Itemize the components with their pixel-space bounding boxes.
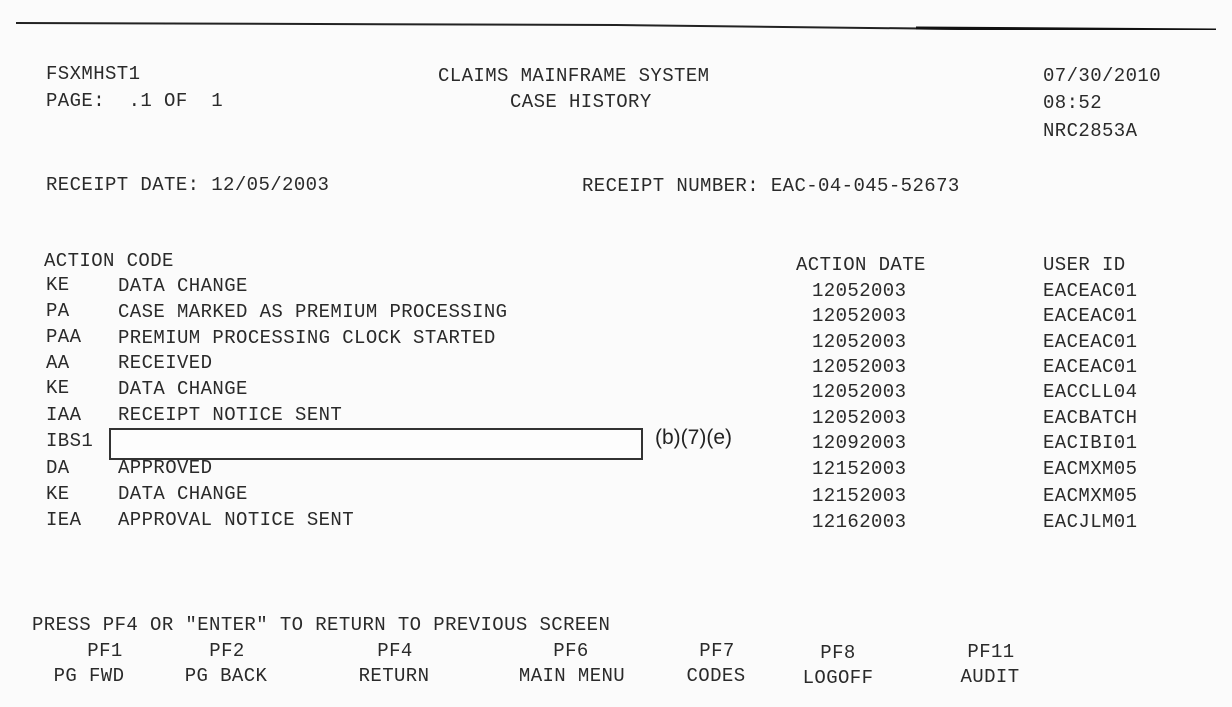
row-user: EACMXM05 <box>1043 485 1138 507</box>
row-user: EACEAC01 <box>1043 280 1138 302</box>
row-user: EACJLM01 <box>1043 511 1138 533</box>
system-title: CLAIMS MAINFRAME SYSTEM <box>438 65 710 87</box>
page-total: 1 <box>211 90 224 112</box>
pg-fwd-action[interactable]: PG FWD <box>53 665 125 687</box>
row-description: RECEIPT NOTICE SENT <box>118 404 343 426</box>
pf2-key-label[interactable]: PF2 <box>209 640 245 662</box>
row-code: KE <box>46 377 70 399</box>
receipt-number-value: EAC-04-045-52673 <box>770 175 960 197</box>
row-code: DA <box>46 457 70 479</box>
receipt-number <box>582 175 960 197</box>
pf6-key-label[interactable]: PF6 <box>553 640 589 662</box>
page-label: PAGE: <box>46 90 106 112</box>
page-current: .1 <box>128 90 153 112</box>
pf8-key-label[interactable]: PF8 <box>820 642 856 664</box>
row-code: IAA <box>46 404 82 426</box>
header-time: 08:52 <box>1043 92 1103 114</box>
logoff-action[interactable]: LOGOFF <box>802 667 874 689</box>
row-date: 12052003 <box>812 305 907 327</box>
row-description: DATA CHANGE <box>118 378 248 400</box>
row-description: PREMIUM PROCESSING CLOCK STARTED <box>118 327 496 349</box>
row-code: KE <box>46 483 70 505</box>
row-date: 12162003 <box>812 511 907 533</box>
pf11-key-label[interactable]: PF11 <box>967 641 1015 663</box>
pg-back-action[interactable]: PG BACK <box>184 665 268 687</box>
main-menu-action[interactable]: MAIN MENU <box>518 665 626 687</box>
row-date: 12052003 <box>812 331 907 353</box>
row-date: 12052003 <box>812 280 907 302</box>
action-date-header: ACTION DATE <box>796 254 926 276</box>
screen-title: CASE HISTORY <box>510 91 652 113</box>
row-user: EACIBI01 <box>1043 432 1138 454</box>
row-code: KE <box>46 274 70 296</box>
redaction-box <box>109 428 643 460</box>
receipt-date <box>46 174 329 196</box>
terminal-id: NRC2853A <box>1043 120 1138 142</box>
pf1-key-label[interactable]: PF1 <box>87 640 123 662</box>
row-code: AA <box>46 352 70 374</box>
top-divider-line <box>16 18 1216 30</box>
row-description: DATA CHANGE <box>118 483 248 505</box>
row-description: APPROVED <box>118 457 213 479</box>
receipt-date-value: 12/05/2003 <box>211 174 330 196</box>
pf4-key-label[interactable]: PF4 <box>377 640 413 662</box>
audit-action[interactable]: AUDIT <box>960 666 1020 688</box>
receipt-date-label: RECEIPT DATE: <box>46 174 200 196</box>
row-date: 12152003 <box>812 458 907 480</box>
row-date: 12052003 <box>812 356 907 378</box>
page-indicator <box>46 90 223 112</box>
receipt-number-label: RECEIPT NUMBER: <box>582 175 760 197</box>
row-description: APPROVAL NOTICE SENT <box>118 509 355 531</box>
row-user: EACCLL04 <box>1043 381 1138 403</box>
page-of-label: OF <box>164 90 188 112</box>
row-code: PAA <box>46 326 82 348</box>
row-date: 12052003 <box>812 407 907 429</box>
screen-id: FSXMHST1 <box>46 63 141 85</box>
return-action[interactable]: RETURN <box>358 665 430 687</box>
row-date: 12092003 <box>812 432 907 454</box>
row-code: IBS1 <box>46 430 94 452</box>
row-user: EACEAC01 <box>1043 305 1138 327</box>
row-description: RECEIVED <box>118 352 213 374</box>
row-user: EACEAC01 <box>1043 331 1138 353</box>
redaction-exemption-label: (b)(7)(e) <box>655 426 732 449</box>
footer-instruction: PRESS PF4 OR "ENTER" TO RETURN TO PREVIOUS SCREEN <box>32 614 611 636</box>
row-user: EACMXM05 <box>1043 458 1138 480</box>
row-user: EACEAC01 <box>1043 356 1138 378</box>
row-user: EACBATCH <box>1043 407 1138 429</box>
row-code: PA <box>46 300 70 322</box>
header-date: 07/30/2010 <box>1043 65 1162 87</box>
user-id-header: USER ID <box>1043 254 1126 276</box>
codes-action[interactable]: CODES <box>686 665 746 687</box>
row-description: DATA CHANGE <box>118 275 248 297</box>
row-code: IEA <box>46 509 82 531</box>
row-description: CASE MARKED AS PREMIUM PROCESSING <box>118 301 508 323</box>
row-date: 12152003 <box>812 485 907 507</box>
row-date: 12052003 <box>812 381 907 403</box>
pf7-key-label[interactable]: PF7 <box>699 640 735 662</box>
action-code-header: ACTION CODE <box>44 250 174 272</box>
